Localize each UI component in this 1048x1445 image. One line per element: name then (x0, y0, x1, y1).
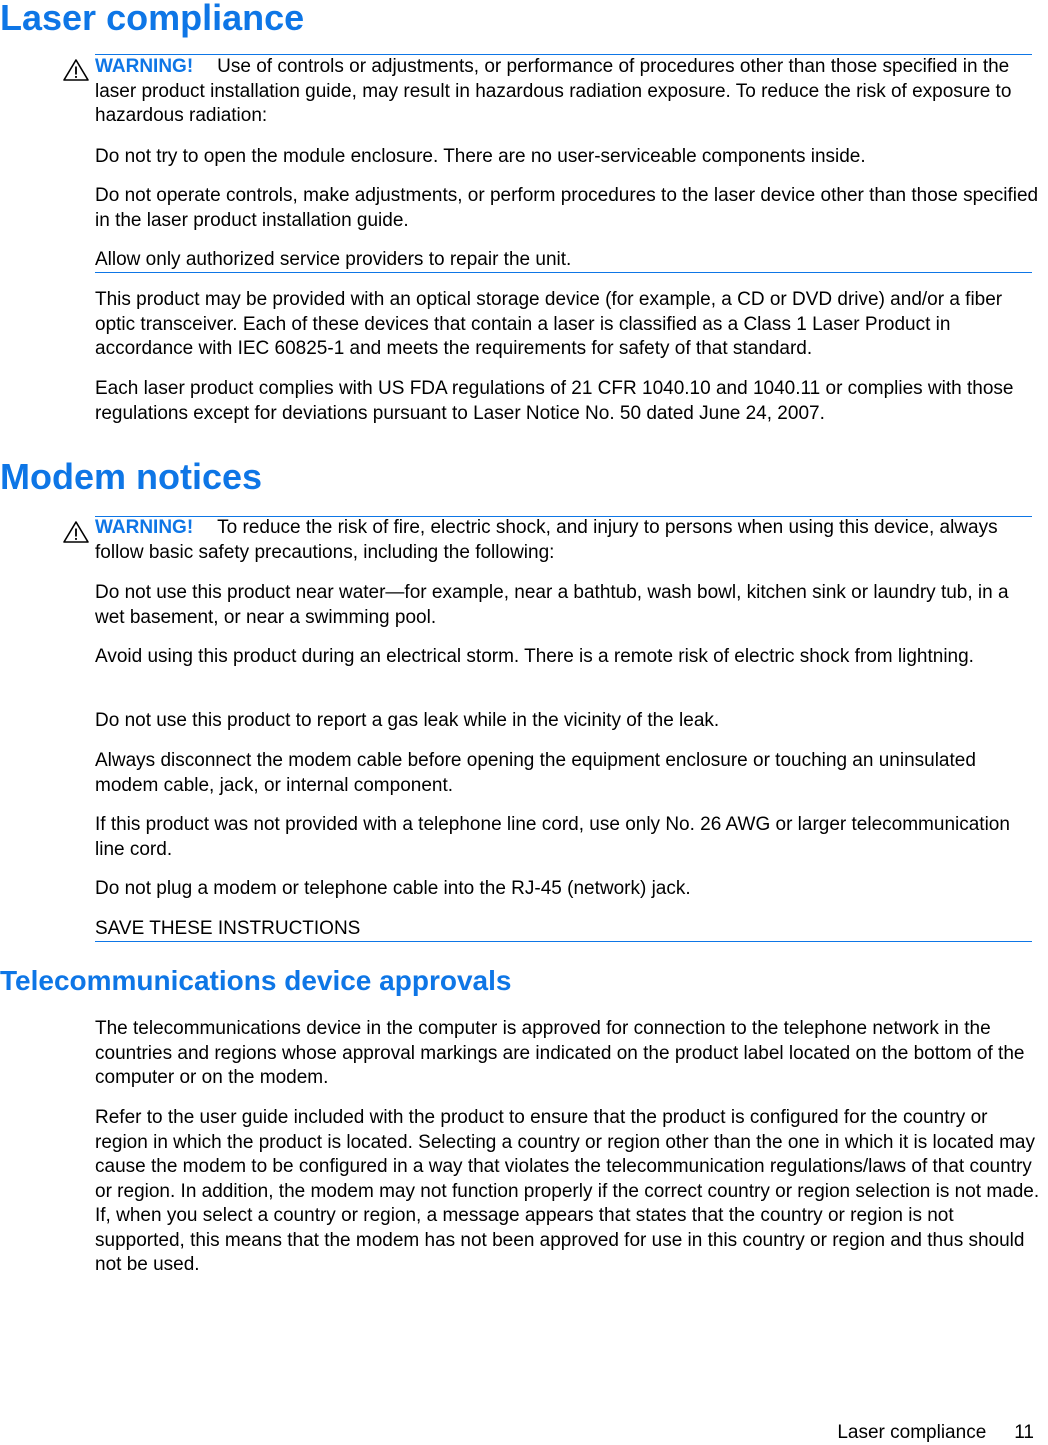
warning-icon (62, 520, 90, 544)
page-number: 11 (1014, 1422, 1034, 1443)
warning-item: Do not use this product near water—for example, near a bathtub, wash bowl, kitchen sink or laundry tub, in a wet basement, or near a swimming pool. (95, 582, 1009, 628)
body-paragraph: Refer to the user guide included with the product to ensure that the product is configured for the country or region in which the product is located. Selecting a country or region other than the one in which it is located may cause the modem to be configured in a way that violates the telecommunication regulations/laws of that country or region. In addition, the modem may not function properly if the correct country or region selection is not made. If, when you select a country or region, a message appears that states that the country or region is not supported, this means that the modem has not been approved for use in this country or region and thus should not be used. (95, 1107, 1040, 1275)
warning-item: Allow only authorized service providers to repair the unit. (95, 249, 572, 270)
warning-item: Do not operate controls, make adjustments, or perform procedures to the laser device other than those specified in the laser product installation guide. (95, 185, 1039, 231)
page-footer (837, 1421, 1034, 1445)
body-paragraph: Each laser product complies with US FDA regulations of 21 CFR 1040.10 and 1040.11 or complies with those regulations except for deviations pursuant to Laser Notice No. 50 dated June 24, 2007. (95, 378, 1014, 424)
warning-icon (62, 58, 90, 82)
footer-section-name: Laser compliance (837, 1422, 987, 1443)
warning-item: Always disconnect the modem cable before opening the equipment enclosure or touching an uninsulated modem cable, jack, or internal component. (95, 750, 976, 796)
warning-bottom-rule (95, 941, 1032, 942)
warning-label: WARNING! (95, 56, 194, 77)
warning-item: SAVE THESE INSTRUCTIONS (95, 918, 361, 939)
warning-item: Do not plug a modem or telephone cable into the RJ-45 (network) jack. (95, 878, 691, 899)
heading-modem-notices: Modem notices (0, 456, 263, 497)
warning-item: If this product was not provided with a telephone line cord, use only No. 26 AWG or larger telecommunication line cord. (95, 814, 1010, 860)
warning-paragraph (95, 516, 1040, 565)
warning-item: Do not try to open the module enclosure. There are no user-serviceable components inside. (95, 146, 866, 167)
warning-paragraph (95, 55, 1040, 129)
body-paragraph: This product may be provided with an optical storage device (for example, a CD or DVD drive) and/or a fiber optic transceiver. Each of these devices that contain a laser is classified as a Class 1 Laser Product in accordance with IEC 60825-1 and meets the requirements for safety of that standard. (95, 289, 1003, 359)
warning-item: Avoid using this product during an electrical storm. There is a remote risk of electric shock from lightning. (95, 646, 974, 667)
warning-label: WARNING! (95, 517, 194, 538)
warning-text: To reduce the risk of fire, electric shock, and injury to persons when using this device, always follow basic safety precautions, including the following: (95, 517, 998, 563)
warning-bottom-rule (95, 272, 1032, 273)
body-paragraph: The telecommunications device in the computer is approved for connection to the telephone network in the countries and regions whose approval markings are indicated on the product label located on the bottom of the computer or on the modem. (95, 1018, 1025, 1088)
warning-text: Use of controls or adjustments, or performance of procedures other than those specified in the laser product installation guide, may result in hazardous radiation exposure. To reduce the risk of exposure to hazardous radiation: (95, 56, 1012, 126)
heading-telecom-approvals: Telecommunications device approvals (0, 965, 512, 996)
heading-laser-compliance: Laser compliance (0, 0, 305, 38)
warning-item: Do not use this product to report a gas leak while in the vicinity of the leak. (95, 710, 720, 731)
